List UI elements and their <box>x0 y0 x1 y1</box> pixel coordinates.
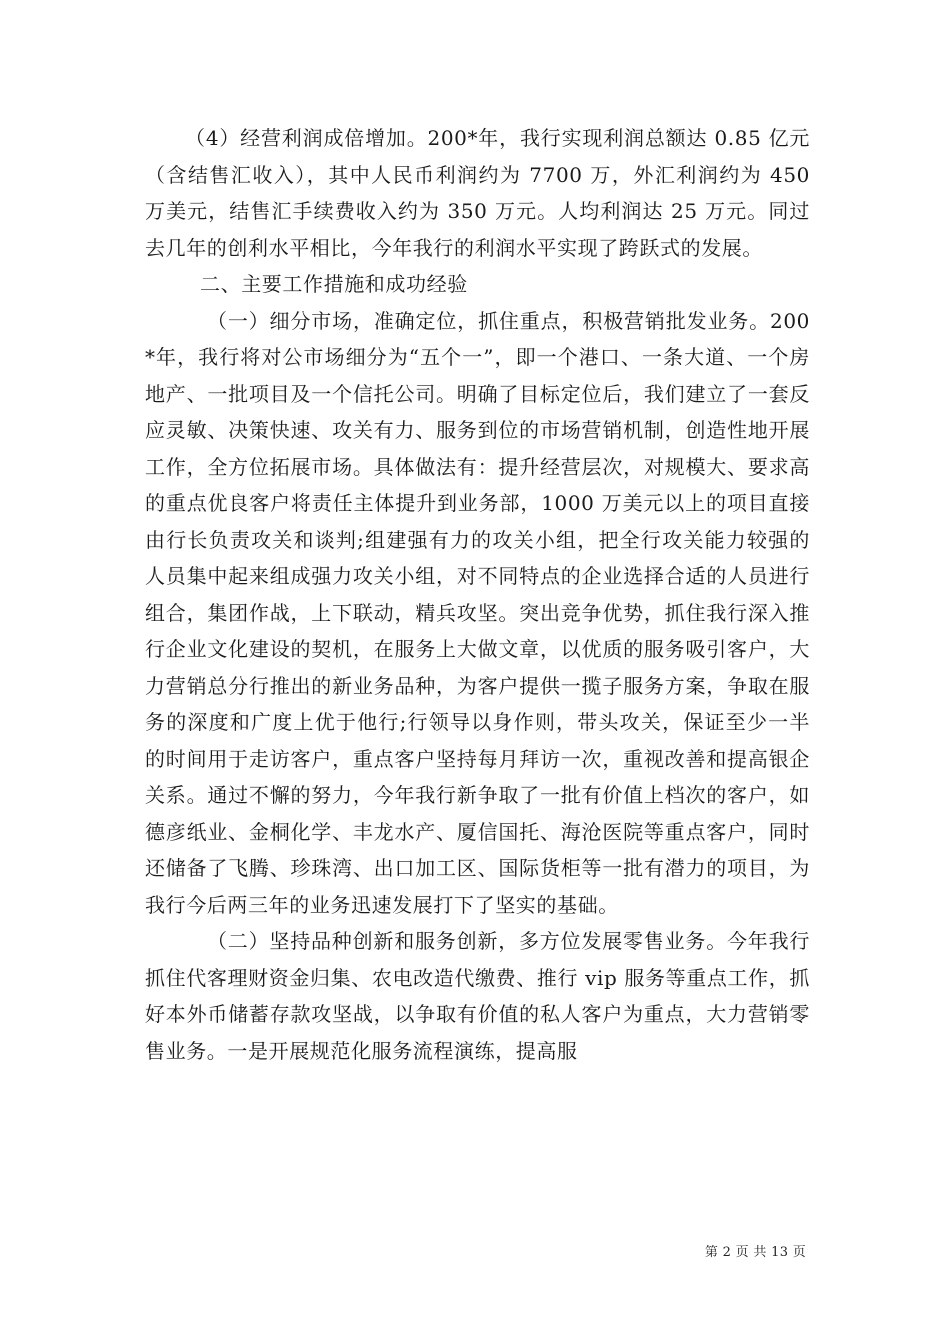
page-number-footer: 第 2 页 共 13 页 <box>704 1245 806 1260</box>
document-body <box>145 120 810 1069</box>
section-heading: 二、主要工作措施和成功经验 <box>200 272 468 296</box>
paragraph-profit: （4）经营利润成倍增加。200*年，我行实现利润总额达 0.85 亿元（含结售汇收入），其中人民币利润约为 7700 万，外汇利润约为 450 万美元，结售汇手续费收入约为 350 万元。人均利润达 25 万元。同过去几年的创利水平相比，今年我行的利润水平实现了跨跃式的发展。 <box>145 126 810 260</box>
paragraph-measure-one: （一）细分市场，准确定位，抓住重点，积极营销批发业务。200*年，我行将对公市场细分为“五个一”，即一个港口、一条大道、一个房地产、一批项目及一个信托公司。明确了目标定位后，我们建立了一套反应灵敏、决策快速、攻关有力、服务到位的市场营销机制，创造性地开展工作，全方位拓展市场。具体做法有：提升经营层次，对规模大、要求高的重点优良客户将责任主体提升到业务部，1000 万美元以上的项目直接由行长负责攻关和谈判;组建强有力的攻关小组，把全行攻关能力较强的人员集中起来组成强力攻关小组，对不同特点的企业选择合适的人员进行组合，集团作战，上下联动，精兵攻坚。突出竞争优势，抓住我行深入推行企业文化建设的契机，在服务上大做文章，以优质的服务吸引客户，大力营销总分行推出的新业务品种，为客户提供一揽子服务方案，争取在服务的深度和广度上优于他行;行领导以身作则，带头攻关，保证至少一半的时间用于走访客户，重点客户坚持每月拜访一次，重视改善和提高银企关系。通过不懈的努力，今年我行新争取了一批有价值上档次的客户，如德彦纸业、金桐化学、丰龙水产、厦信国托、海沧医院等重点客户，同时还储备了飞腾、珍珠湾、出口加工区、国际货柜等一批有潜力的项目，为我行今后两三年的业务迅速发展打下了坚实的基础。 <box>145 308 810 917</box>
paragraph-measure-two: （二）坚持品种创新和服务创新，多方位发展零售业务。今年我行抓住代客理财资金归集、农电改造代缴费、推行 vip 服务等重点工作，抓好本外币储蓄存款攻坚战，以争取有价值的私人客户为重点，大力营销零售业务。一是开展规范化服务流程演练，提高服 <box>145 929 810 1063</box>
